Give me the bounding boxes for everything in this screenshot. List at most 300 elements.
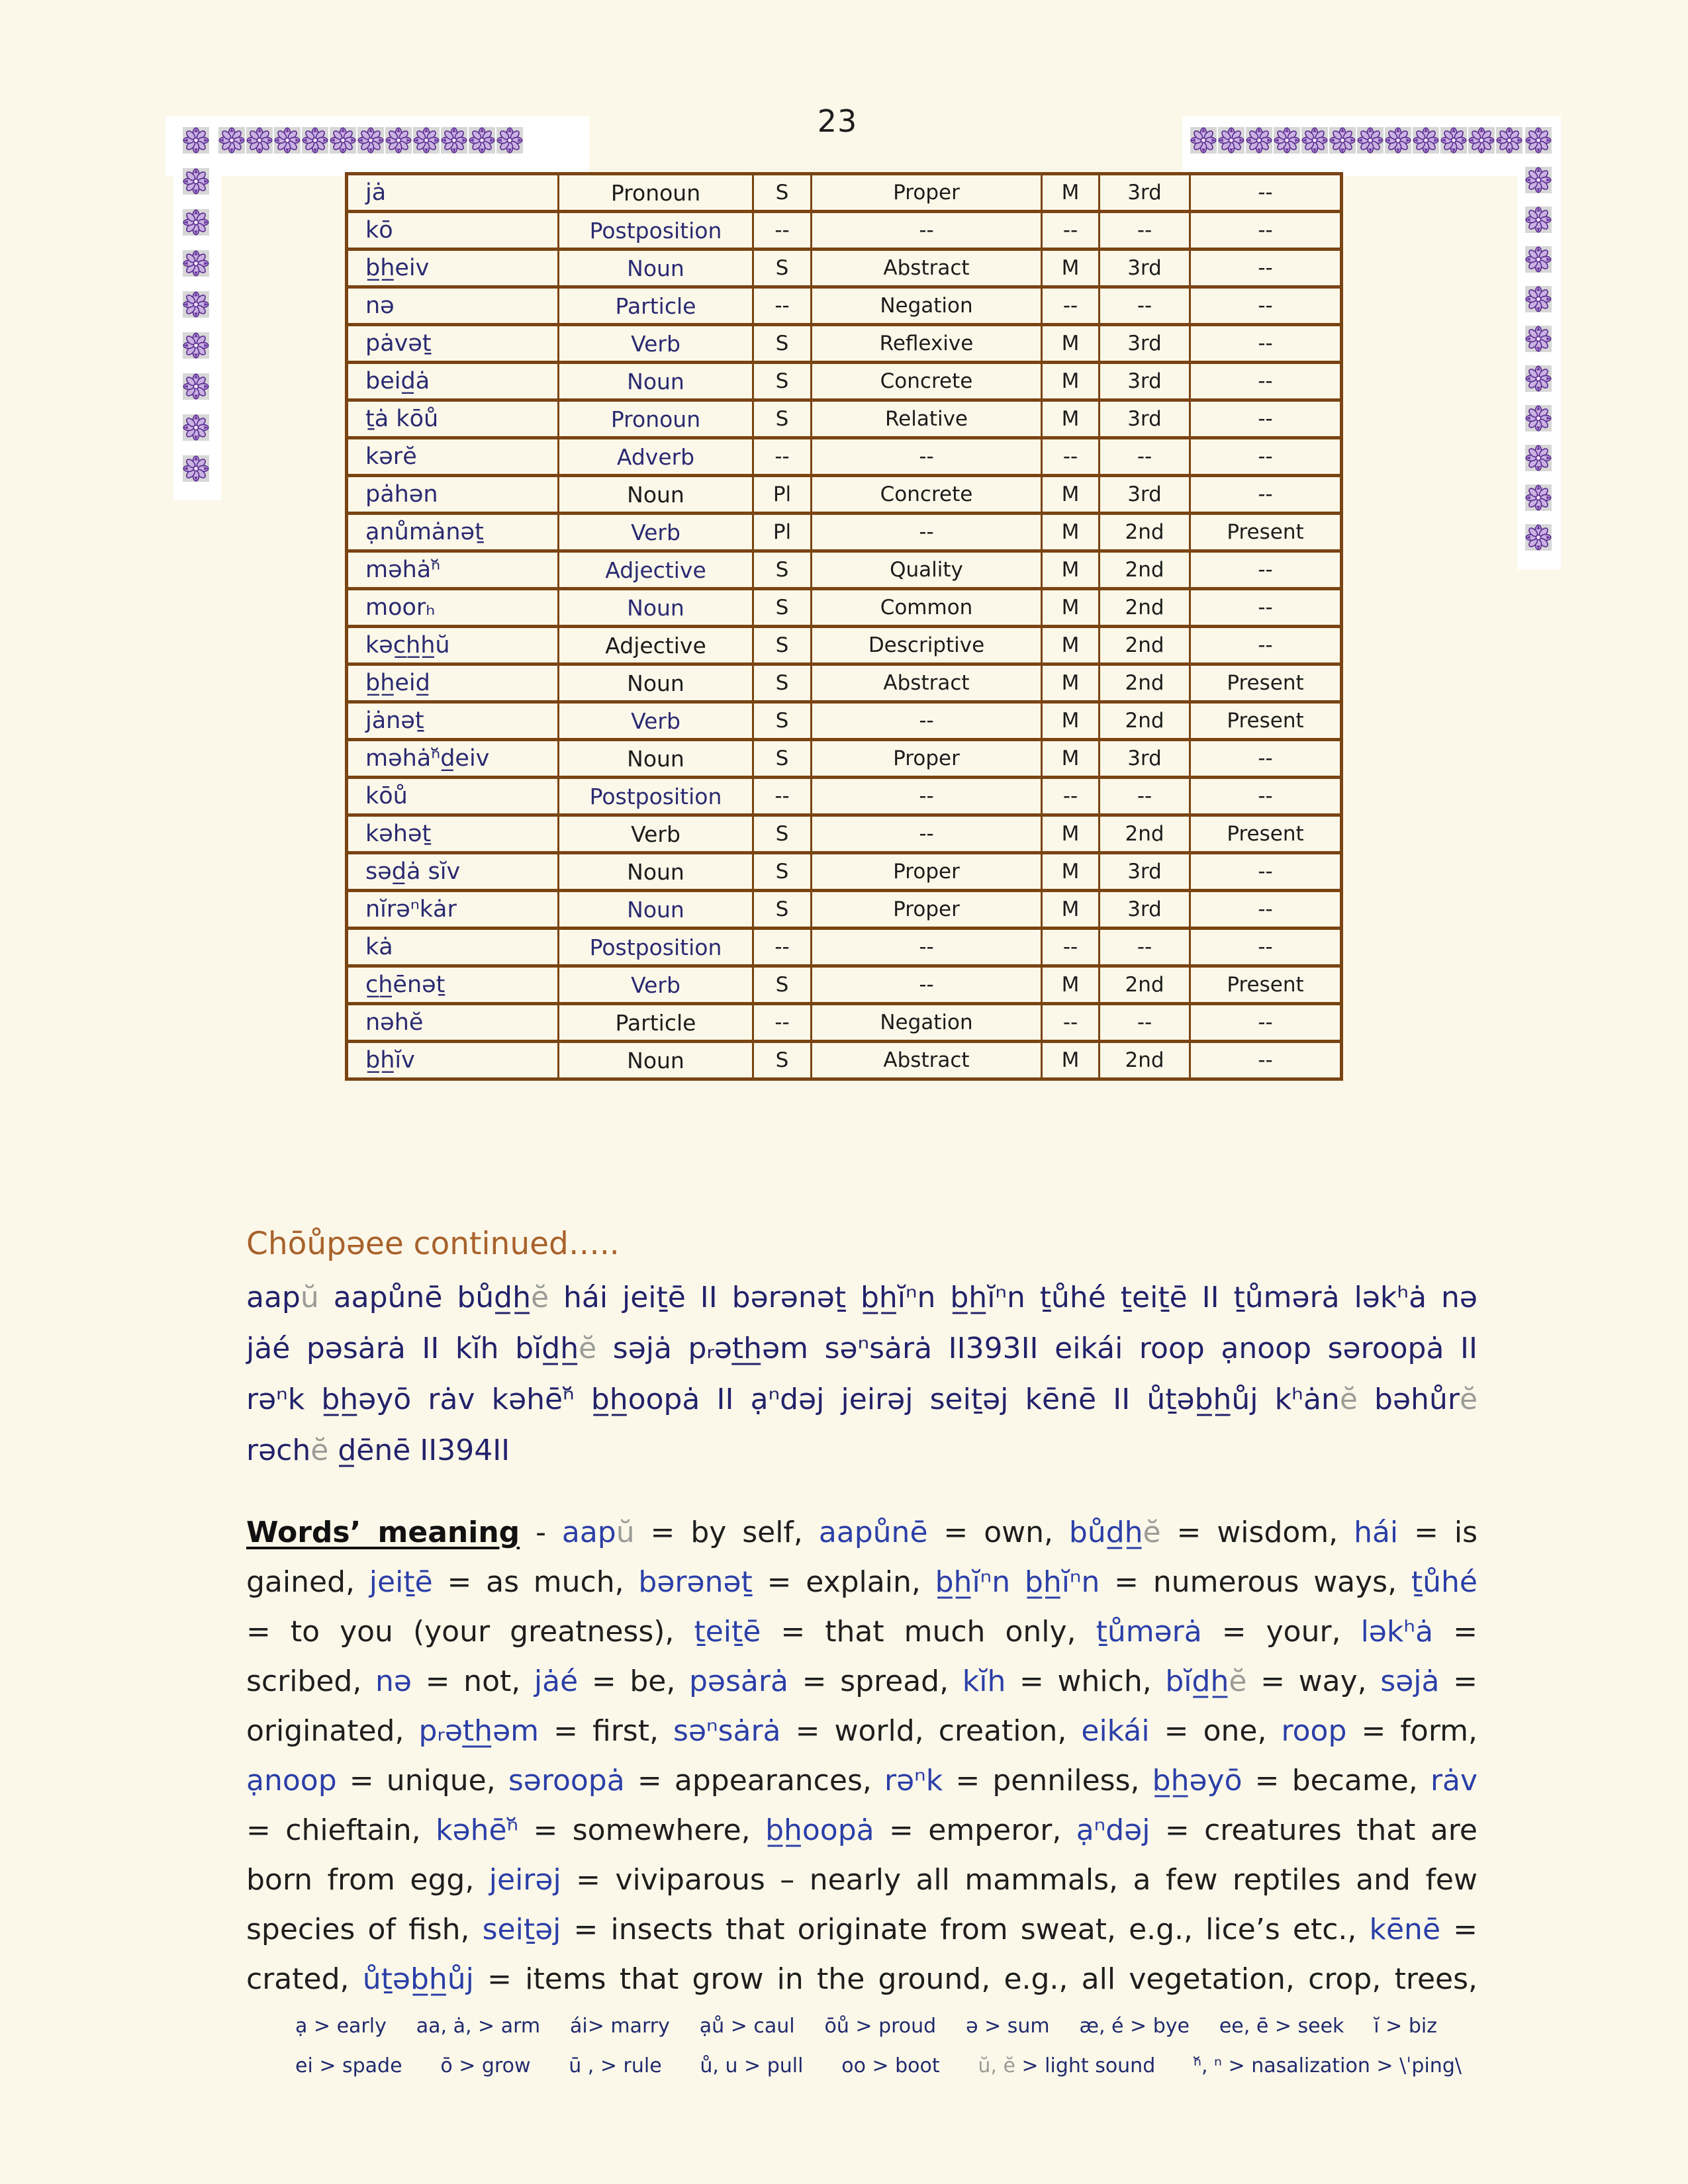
table-cell-gender: -- bbox=[1042, 929, 1100, 966]
text-segment: ĕ bbox=[1459, 1383, 1478, 1416]
meaning-line bbox=[246, 1954, 1477, 2004]
text-segment: səjȧ bbox=[1380, 1664, 1440, 1698]
text-segment: = numerous ways, bbox=[1100, 1565, 1411, 1599]
table-row bbox=[347, 778, 1342, 815]
text-segment: pəsȧrȧ bbox=[689, 1664, 788, 1698]
table-row bbox=[347, 250, 1342, 287]
pronunciation-key-item bbox=[1080, 2015, 1190, 2038]
table-cell-person: 2nd bbox=[1100, 551, 1190, 589]
text-segment: bĭd̲h̲ bbox=[1165, 1664, 1229, 1698]
text-segment: = that much only, bbox=[761, 1615, 1096, 1649]
table-cell-type: -- bbox=[812, 966, 1042, 1004]
table-cell-gender: M bbox=[1042, 853, 1100, 891]
table-cell-num: S bbox=[753, 1042, 812, 1079]
table-cell-pos: Noun bbox=[559, 363, 753, 400]
text-segment: bəhůr bbox=[1357, 1383, 1460, 1416]
text-segment: ĕ bbox=[310, 1433, 329, 1467]
table-cell-word: nĭrəⁿkȧr bbox=[347, 891, 559, 929]
text-segment: kəhēⁿ̆ bbox=[436, 1813, 519, 1847]
table-cell-type: Proper bbox=[812, 740, 1042, 778]
text-segment: aap bbox=[561, 1516, 616, 1549]
text-segment: æ, é > bye bbox=[1079, 2015, 1190, 2038]
table-cell-num: S bbox=[753, 551, 812, 589]
table-cell-type: -- bbox=[812, 438, 1042, 476]
pronunciation-key-item bbox=[295, 2015, 387, 2038]
table-cell-pos: Postposition bbox=[559, 212, 753, 250]
table-cell-word: nə bbox=[347, 287, 559, 325]
table-cell-tense: Present bbox=[1190, 815, 1342, 853]
text-segment: rȧv bbox=[1430, 1764, 1478, 1797]
table-cell-gender: M bbox=[1042, 627, 1100, 664]
table-cell-pos: Verb bbox=[559, 815, 753, 853]
table-cell-word: məhȧⁿ̆d̲eiv bbox=[347, 740, 559, 778]
text-segment: = penniless, bbox=[943, 1764, 1152, 1797]
table-cell-tense: Present bbox=[1190, 664, 1342, 702]
table-cell-person: -- bbox=[1100, 438, 1190, 476]
text-segment: ū , > rule bbox=[569, 2054, 662, 2077]
table-cell-gender: M bbox=[1042, 664, 1100, 702]
text-segment: = not, bbox=[411, 1664, 534, 1698]
table-cell-tense: -- bbox=[1190, 589, 1342, 627]
pronunciation-key-item bbox=[416, 2015, 540, 2038]
table-row bbox=[347, 891, 1342, 929]
flower-ornament-icon bbox=[183, 455, 209, 482]
table-cell-tense: -- bbox=[1190, 438, 1342, 476]
text-segment: seiṯəj bbox=[482, 1913, 561, 1946]
text-segment: = became, bbox=[1242, 1764, 1430, 1797]
table-cell-type: -- bbox=[812, 778, 1042, 815]
meaning-line bbox=[246, 1607, 1477, 1657]
table-cell-person: -- bbox=[1100, 929, 1190, 966]
text-segment: ạ > early bbox=[295, 2015, 387, 2038]
table-cell-pos: Adjective bbox=[559, 627, 753, 664]
table-cell-gender: M bbox=[1042, 551, 1100, 589]
flower-ornament-icon bbox=[1525, 167, 1552, 193]
meaning-line bbox=[246, 1855, 1477, 1905]
table-cell-word: səd̲ȧ sĭv bbox=[347, 853, 559, 891]
text-segment: roop bbox=[1281, 1714, 1347, 1748]
pronunciation-key-item bbox=[978, 2054, 1155, 2077]
pronunciation-key-item bbox=[966, 2015, 1050, 2038]
meaning-line bbox=[246, 1657, 1477, 1706]
text-segment: aap bbox=[246, 1281, 301, 1314]
text-segment: - bbox=[520, 1516, 562, 1549]
table-cell-type: Negation bbox=[812, 287, 1042, 325]
table-cell-tense: Present bbox=[1190, 702, 1342, 740]
table-cell-person: 3rd bbox=[1100, 891, 1190, 929]
table-cell-word: c̲h̲ēnəṯ bbox=[347, 966, 559, 1004]
table-cell-word: kōů bbox=[347, 778, 559, 815]
verse-line bbox=[246, 1323, 1477, 1374]
text-segment: bůd̲h̲ bbox=[1068, 1516, 1143, 1549]
table-cell-person: 3rd bbox=[1100, 740, 1190, 778]
table-cell-type: -- bbox=[812, 929, 1042, 966]
table-row bbox=[347, 325, 1342, 363]
table-cell-type: Negation bbox=[812, 1004, 1042, 1042]
text-segment: = as much, bbox=[432, 1565, 639, 1599]
table-cell-num: S bbox=[753, 702, 812, 740]
flower-ornament-icon bbox=[183, 373, 209, 400]
table-cell-num: -- bbox=[753, 438, 812, 476]
text-segment: kĭh bbox=[962, 1664, 1006, 1698]
table-cell-pos: Particle bbox=[559, 1004, 753, 1042]
table-row bbox=[347, 815, 1342, 853]
table-cell-pos: Noun bbox=[559, 891, 753, 929]
table-cell-tense: -- bbox=[1190, 174, 1342, 212]
table-cell-tense: -- bbox=[1190, 778, 1342, 815]
table-cell-num: S bbox=[753, 815, 812, 853]
text-segment: = first, bbox=[539, 1714, 674, 1748]
table-cell-word: kō bbox=[347, 212, 559, 250]
table-cell-pos: Verb bbox=[559, 325, 753, 363]
text-segment: = which, bbox=[1006, 1664, 1166, 1698]
table-cell-num: Pl bbox=[753, 476, 812, 514]
pronunciation-key-item bbox=[841, 2054, 939, 2077]
meaning-line bbox=[246, 1557, 1477, 1607]
table-cell-pos: Particle bbox=[559, 287, 753, 325]
text-segment: eikái bbox=[1081, 1714, 1150, 1748]
table-cell-type: Quality bbox=[812, 551, 1042, 589]
table-cell-person: 3rd bbox=[1100, 363, 1190, 400]
table-cell-word: kəhəṯ bbox=[347, 815, 559, 853]
table-cell-gender: M bbox=[1042, 250, 1100, 287]
text-segment: originated, bbox=[246, 1714, 419, 1748]
pronunciation-key-item bbox=[1219, 2015, 1344, 2038]
table-cell-person: -- bbox=[1100, 1004, 1190, 1042]
table-cell-num: S bbox=[753, 664, 812, 702]
table-cell-person: 3rd bbox=[1100, 325, 1190, 363]
table-cell-type: Reflexive bbox=[812, 325, 1042, 363]
table-row bbox=[347, 174, 1342, 212]
table-cell-type: Relative bbox=[812, 400, 1042, 438]
table-cell-pos: Postposition bbox=[559, 778, 753, 815]
table-cell-word: kəc̲h̲h̲ŭ bbox=[347, 627, 559, 664]
table-cell-pos: Pronoun bbox=[559, 174, 753, 212]
table-cell-word: jȧ bbox=[347, 174, 559, 212]
text-segment: ạnoop bbox=[246, 1764, 337, 1797]
table-cell-person: 3rd bbox=[1100, 853, 1190, 891]
table-cell-person: -- bbox=[1100, 212, 1190, 250]
table-row bbox=[347, 853, 1342, 891]
table-cell-tense: -- bbox=[1190, 891, 1342, 929]
text-segment: ạⁿdəj bbox=[1076, 1813, 1150, 1847]
text-segment: ei > spade bbox=[295, 2054, 402, 2077]
table-cell-person: 2nd bbox=[1100, 815, 1190, 853]
verse-paragraph bbox=[246, 1272, 1477, 1476]
grammar-table bbox=[345, 172, 1343, 1081]
text-segment: = be, bbox=[578, 1664, 689, 1698]
text-segment: = is bbox=[1398, 1516, 1477, 1549]
pronunciation-key-item bbox=[295, 2054, 402, 2077]
flower-ornament-icon bbox=[183, 332, 209, 359]
text-segment: səⁿsȧrȧ bbox=[673, 1714, 781, 1748]
text-segment: = somewhere, bbox=[518, 1813, 766, 1847]
text-segment: b̲h̲oopȧ bbox=[765, 1813, 874, 1847]
text-segment: rəch bbox=[246, 1433, 311, 1467]
table-cell-num: S bbox=[753, 363, 812, 400]
flower-ornament-icon bbox=[183, 414, 209, 441]
table-cell-pos: Verb bbox=[559, 514, 753, 551]
table-row bbox=[347, 400, 1342, 438]
text-segment: aapůnē bbox=[818, 1516, 928, 1549]
text-segment: = wisdom, bbox=[1160, 1516, 1354, 1549]
flower-ornament-icon bbox=[183, 291, 209, 318]
verse-line bbox=[246, 1374, 1477, 1425]
table-cell-person: -- bbox=[1100, 778, 1190, 815]
table-cell-tense: -- bbox=[1190, 1042, 1342, 1079]
text-segment: species of fish, bbox=[246, 1913, 483, 1946]
meaning-line bbox=[246, 1508, 1477, 1557]
text-segment: ůṯəb̲h̲ůj bbox=[362, 1962, 474, 1996]
table-cell-gender: M bbox=[1042, 1042, 1100, 1079]
text-segment: aa, ȧ, > arm bbox=[416, 2015, 541, 2038]
text-segment: nə bbox=[375, 1664, 412, 1698]
table-row bbox=[347, 438, 1342, 476]
table-cell-gender: M bbox=[1042, 815, 1100, 853]
table-cell-word: b̲h̲eid̲ bbox=[347, 664, 559, 702]
flower-ornament-icon bbox=[1525, 326, 1552, 352]
table-cell-gender: M bbox=[1042, 589, 1100, 627]
table-row bbox=[347, 664, 1342, 702]
table-cell-pos: Postposition bbox=[559, 929, 753, 966]
table-cell-pos: Adjective bbox=[559, 551, 753, 589]
text-segment: jeiṯē bbox=[369, 1565, 433, 1599]
text-segment: = world, creation, bbox=[780, 1714, 1082, 1748]
text-segment: səjȧ pᵣət̲h̲əm səⁿsȧrȧ II393II eikái roop ạnoop səroopȧ II bbox=[596, 1332, 1477, 1365]
text-segment: jȧé bbox=[534, 1664, 579, 1698]
table-row bbox=[347, 514, 1342, 551]
table-cell-word: beid̲ȧ bbox=[347, 363, 559, 400]
text-segment: scribed, bbox=[246, 1664, 376, 1698]
text-segment: rəⁿk b̲h̲əyō rȧv kəhēⁿ̆ b̲h̲oopȧ II ạⁿdəj jeirəj seiṯəj kēnē II ůṯəb̲h̲ůj kʰȧn bbox=[246, 1383, 1340, 1416]
text-segment: ŭ bbox=[300, 1281, 319, 1314]
flower-ornament-icon bbox=[1525, 365, 1552, 392]
table-cell-gender: M bbox=[1042, 400, 1100, 438]
table-row bbox=[347, 627, 1342, 664]
text-segment: = bbox=[1439, 1664, 1477, 1698]
table-cell-tense: -- bbox=[1190, 853, 1342, 891]
table-cell-gender: -- bbox=[1042, 778, 1100, 815]
table-row bbox=[347, 589, 1342, 627]
table-cell-pos: Noun bbox=[559, 476, 753, 514]
text-segment: ṯeiṯē bbox=[694, 1615, 761, 1649]
text-segment: ee, ē > seek bbox=[1219, 2015, 1344, 2038]
table-cell-person: 2nd bbox=[1100, 514, 1190, 551]
table-cell-gender: M bbox=[1042, 740, 1100, 778]
text-segment: = by self, bbox=[634, 1516, 819, 1549]
text-segment: ō > grow bbox=[440, 2054, 531, 2077]
table-cell-type: Common bbox=[812, 589, 1042, 627]
meaning-line bbox=[246, 1905, 1477, 1954]
flower-ornament-icon bbox=[1525, 484, 1552, 511]
text-segment: ṯůmərȧ bbox=[1096, 1615, 1202, 1649]
table-cell-word: kȧ bbox=[347, 929, 559, 966]
table-cell-pos: Noun bbox=[559, 853, 753, 891]
pronunciation-key-item bbox=[1374, 2015, 1437, 2038]
flower-ornament-icon bbox=[1525, 524, 1552, 551]
table-cell-tense: -- bbox=[1190, 1004, 1342, 1042]
table-cell-gender: M bbox=[1042, 702, 1100, 740]
table-cell-num: S bbox=[753, 589, 812, 627]
table-row bbox=[347, 702, 1342, 740]
flower-ornament-icon bbox=[183, 209, 209, 236]
pronunciation-key-item bbox=[700, 2054, 803, 2077]
text-segment: = viviparous – nearly all mammals, a few reptiles and few bbox=[561, 1863, 1477, 1897]
table-cell-word: b̲h̲eiv bbox=[347, 250, 559, 287]
text-segment: pᵣət̲h̲əm bbox=[418, 1714, 539, 1748]
pronunciation-key-line-1 bbox=[295, 2015, 1437, 2038]
text-segment: born from egg, bbox=[246, 1863, 489, 1897]
table-cell-word: nəhĕ bbox=[347, 1004, 559, 1042]
table-cell-gender: M bbox=[1042, 966, 1100, 1004]
table-row bbox=[347, 740, 1342, 778]
text-segment: = way, bbox=[1246, 1664, 1381, 1698]
table-cell-gender: M bbox=[1042, 174, 1100, 212]
table-cell-type: -- bbox=[812, 514, 1042, 551]
table-cell-gender: M bbox=[1042, 891, 1100, 929]
table-cell-person: 3rd bbox=[1100, 400, 1190, 438]
text-segment: = your, bbox=[1201, 1615, 1361, 1649]
text-segment: = bbox=[1440, 1913, 1478, 1946]
text-segment: = to you (your greatness), bbox=[246, 1615, 694, 1649]
table-cell-gender: M bbox=[1042, 363, 1100, 400]
table-cell-gender: M bbox=[1042, 325, 1100, 363]
table-row bbox=[347, 1004, 1342, 1042]
table-cell-pos: Verb bbox=[559, 966, 753, 1004]
text-segment: oo > boot bbox=[841, 2054, 940, 2077]
table-cell-type: Abstract bbox=[812, 250, 1042, 287]
table-cell-num: -- bbox=[753, 929, 812, 966]
table-cell-num: S bbox=[753, 853, 812, 891]
table-cell-person: -- bbox=[1100, 287, 1190, 325]
table-row bbox=[347, 212, 1342, 250]
table-row bbox=[347, 287, 1342, 325]
table-cell-person: 3rd bbox=[1100, 476, 1190, 514]
table-cell-type: Proper bbox=[812, 174, 1042, 212]
text-segment: ŭ, ĕ bbox=[978, 2054, 1015, 2077]
text-segment: ĕ bbox=[1339, 1383, 1358, 1416]
table-row bbox=[347, 551, 1342, 589]
flower-ornament-icon bbox=[1525, 445, 1552, 471]
text-segment: ṯůhé bbox=[1411, 1565, 1477, 1599]
table-cell-gender: -- bbox=[1042, 212, 1100, 250]
text-segment: ĕ bbox=[579, 1332, 597, 1365]
meaning-line bbox=[246, 1706, 1477, 1756]
table-cell-gender: -- bbox=[1042, 1004, 1100, 1042]
table-cell-tense: -- bbox=[1190, 929, 1342, 966]
section-heading: Chōůpəee continued….. bbox=[246, 1226, 620, 1262]
text-segment: = spread, bbox=[788, 1664, 962, 1698]
ornament-strip-right bbox=[1525, 127, 1552, 564]
text-segment: jeirəj bbox=[489, 1863, 561, 1897]
table-cell-tense: -- bbox=[1190, 325, 1342, 363]
table-cell-tense: Present bbox=[1190, 966, 1342, 1004]
text-segment: = unique, bbox=[336, 1764, 508, 1797]
flower-ornament-icon bbox=[1525, 286, 1552, 312]
table-cell-num: S bbox=[753, 174, 812, 212]
pronunciation-key-item bbox=[569, 2054, 661, 2077]
flower-ornament-icon bbox=[1525, 405, 1552, 432]
text-segment: ĕ bbox=[1229, 1664, 1247, 1698]
text-segment: ⁿ̆, ⁿ > nasalization > \ˈping\ bbox=[1194, 2054, 1462, 2077]
text-segment: hái jeiṯē II bərənəṯ b̲h̲ĭⁿn b̲h̲ĭⁿn ṯůhé ṯeiṯē II ṯůmərȧ ləkʰȧ nə bbox=[549, 1281, 1477, 1314]
text-segment: ŭ bbox=[616, 1516, 635, 1549]
text-segment: > light sound bbox=[1015, 2054, 1156, 2077]
text-segment: = creatures that are bbox=[1150, 1813, 1477, 1847]
table-row bbox=[347, 363, 1342, 400]
table-cell-tense: -- bbox=[1190, 400, 1342, 438]
pronunciation-key-item bbox=[700, 2015, 795, 2038]
table-cell-gender: -- bbox=[1042, 438, 1100, 476]
table-cell-person: 2nd bbox=[1100, 664, 1190, 702]
verse-line bbox=[246, 1425, 1477, 1476]
table-cell-pos: Noun bbox=[559, 664, 753, 702]
table-cell-num: -- bbox=[753, 212, 812, 250]
table-cell-word: moorₕ bbox=[347, 589, 559, 627]
table-row bbox=[347, 966, 1342, 1004]
meaning-line bbox=[246, 1805, 1477, 1855]
text-segment: b̲h̲əyō bbox=[1152, 1764, 1243, 1797]
table-cell-person: 2nd bbox=[1100, 627, 1190, 664]
table-row bbox=[347, 1042, 1342, 1079]
table-cell-num: S bbox=[753, 740, 812, 778]
pronunciation-key-item bbox=[1194, 2054, 1462, 2077]
table-cell-num: -- bbox=[753, 778, 812, 815]
text-segment: = chieftain, bbox=[246, 1813, 436, 1847]
table-cell-tense: -- bbox=[1190, 476, 1342, 514]
table-cell-tense: -- bbox=[1190, 551, 1342, 589]
text-segment: crated, bbox=[246, 1962, 363, 1996]
text-segment: = appearances, bbox=[624, 1764, 885, 1797]
text-segment: kēnē bbox=[1369, 1913, 1441, 1946]
table-cell-num: S bbox=[753, 325, 812, 363]
text-segment: = explain, bbox=[752, 1565, 935, 1599]
text-segment: rəⁿk bbox=[884, 1764, 943, 1797]
table-cell-num: -- bbox=[753, 287, 812, 325]
verse-line bbox=[246, 1272, 1477, 1323]
pronunciation-key-item bbox=[570, 2015, 670, 2038]
table-cell-type: -- bbox=[812, 212, 1042, 250]
table-cell-type: Abstract bbox=[812, 664, 1042, 702]
table-cell-pos: Noun bbox=[559, 740, 753, 778]
table-cell-type: -- bbox=[812, 702, 1042, 740]
text-segment: = own, bbox=[927, 1516, 1069, 1549]
table-cell-word: b̲h̲ĭv bbox=[347, 1042, 559, 1079]
table-cell-type: Concrete bbox=[812, 476, 1042, 514]
words-meaning-paragraph bbox=[246, 1508, 1477, 2004]
table-cell-word: ṯȧ kōů bbox=[347, 400, 559, 438]
table-cell-person: 2nd bbox=[1100, 702, 1190, 740]
text-segment: = bbox=[1433, 1615, 1478, 1649]
table-cell-num: Pl bbox=[753, 514, 812, 551]
text-segment: = emperor, bbox=[874, 1813, 1076, 1847]
table-cell-type: Proper bbox=[812, 853, 1042, 891]
table-cell-type: Concrete bbox=[812, 363, 1042, 400]
text-segment: = form, bbox=[1346, 1714, 1477, 1748]
flower-ornament-icon bbox=[1525, 206, 1552, 233]
table-cell-tense: -- bbox=[1190, 212, 1342, 250]
text-segment: Words’ meaning bbox=[246, 1516, 520, 1549]
text-segment: aapůnē bůd̲h̲ bbox=[318, 1281, 531, 1314]
text-segment: bərənəṯ bbox=[638, 1565, 753, 1599]
table-cell-person: 3rd bbox=[1100, 174, 1190, 212]
table-cell-tense: -- bbox=[1190, 740, 1342, 778]
meaning-line bbox=[246, 1756, 1477, 1805]
table-row bbox=[347, 929, 1342, 966]
pronunciation-key-item bbox=[825, 2015, 937, 2038]
table-cell-num: S bbox=[753, 250, 812, 287]
text-segment: gained, bbox=[246, 1565, 369, 1599]
